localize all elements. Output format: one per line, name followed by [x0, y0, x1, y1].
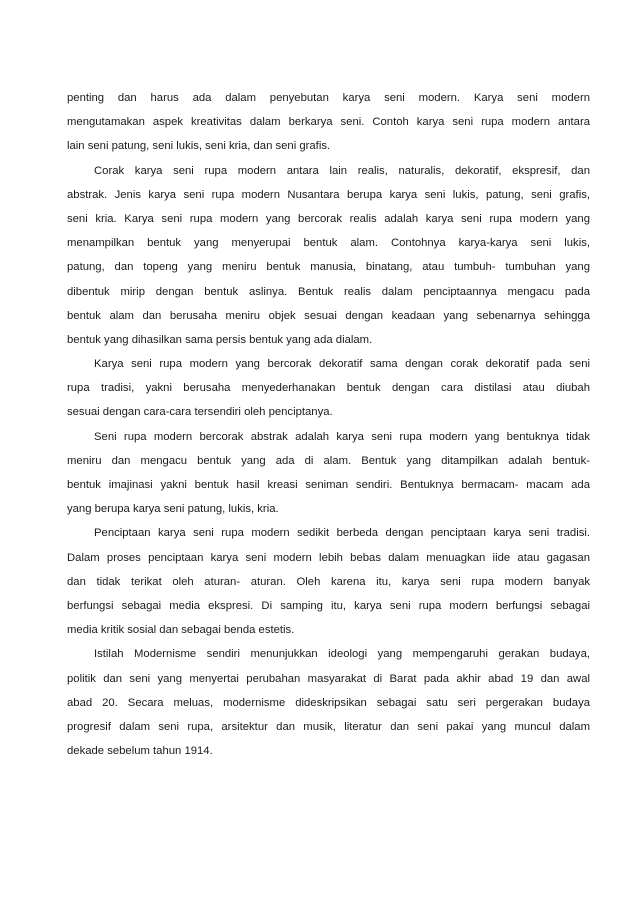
text-line: lain seni patung, seni lukis, seni kria, dan seni grafis. — [67, 140, 331, 153]
text-line: Seni rupa modern bercorak abstrak adalah karya seni rupa modern yang bentuknya tidak — [94, 430, 590, 443]
text-line: rupa tradisi, yakni berusaha menyederhanakan bentuk dengan cara distilasi atau diubah — [67, 382, 590, 395]
text-line: Penciptaan karya seni rupa modern sedikit berbeda dengan penciptaan karya seni tradisi. — [94, 527, 590, 540]
text-line: menampilkan bentuk yang menyerupai bentuk alam. Contohnya karya-karya seni lukis, — [67, 237, 590, 250]
text-line: penting dan harus ada dalam penyebutan karya seni modern. Karya seni modern — [67, 92, 590, 104]
text-line: bentuk alam dan berusaha meniru objek sesuai dengan keadaan yang sebenarnya sehingga — [67, 309, 590, 322]
text-line: mengutamakan aspek kreativitas dalam berkarya seni. Contoh karya seni rupa modern antara — [67, 116, 590, 129]
text-line: progresif dalam seni rupa, arsitektur dan musik, literatur dan seni pakai yang muncul dalam — [67, 720, 590, 733]
text-line: Corak karya seni rupa modern antara lain realis, naturalis, dekoratif, ekspresif, dan — [94, 164, 590, 177]
text-line: dekade sebelum tahun 1914. — [67, 745, 213, 758]
text-line: Dalam proses penciptaan karya seni modern lebih bebas dalam menuagkan iide atau gagasan — [67, 551, 590, 564]
text-line: abad 20. Secara meluas, modernisme dideskripsikan sebagai satu seri pergerakan budaya — [67, 696, 590, 709]
text-line: yang berupa karya seni patung, lukis, kria. — [67, 503, 279, 516]
body-text — [67, 86, 590, 763]
text-line: media kritik sosial dan sebagai benda estetis. — [67, 624, 295, 637]
text-line: patung, dan topeng yang meniru bentuk manusia, binatang, atau tumbuh- tumbuhan yang — [67, 261, 590, 274]
text-line: sesuai dengan cara-cara tersendiri oleh penciptanya. — [67, 406, 333, 419]
text-line: bentuk yang dihasilkan sama persis bentuk yang ada dialam. — [67, 333, 373, 346]
text-line: abstrak. Jenis karya seni rupa modern Nusantara berupa karya seni lukis, patung, seni grafis, — [67, 188, 590, 201]
text-line: bentuk imajinasi yakni bentuk hasil kreasi seniman sendiri. Bentuknya bermacam- macam ada — [67, 479, 590, 491]
text-line: dibentuk mirip dengan bentuk aslinya. Bentuk realis dalam penciptaannya mengacu pada — [67, 285, 590, 298]
text-line: politik dan seni yang menyertai perubahan masyarakat di Barat pada akhir abad 19 dan awal — [67, 672, 590, 685]
text-line: Istilah Modernisme sendiri menunjukkan ideologi yang mempengaruhi gerakan budaya, — [94, 648, 590, 661]
text-line: dan tidak terikat oleh aturan- aturan. Oleh karena itu, karya seni rupa modern banyak — [67, 575, 590, 588]
text-line: meniru dan mengacu bentuk yang ada di alam. Bentuk yang ditampilkan adalah bentuk- — [67, 454, 590, 467]
text-line: Karya seni rupa modern yang bercorak dekoratif sama dengan corak dekoratif pada seni — [94, 358, 590, 371]
text-line: berfungsi sebagai media ekspresi. Di samping itu, karya seni rupa modern berfungsi sebagai — [67, 599, 590, 612]
text-line: seni kria. Karya seni rupa modern yang bercorak realis adalah karya seni rupa modern yang — [67, 212, 590, 225]
